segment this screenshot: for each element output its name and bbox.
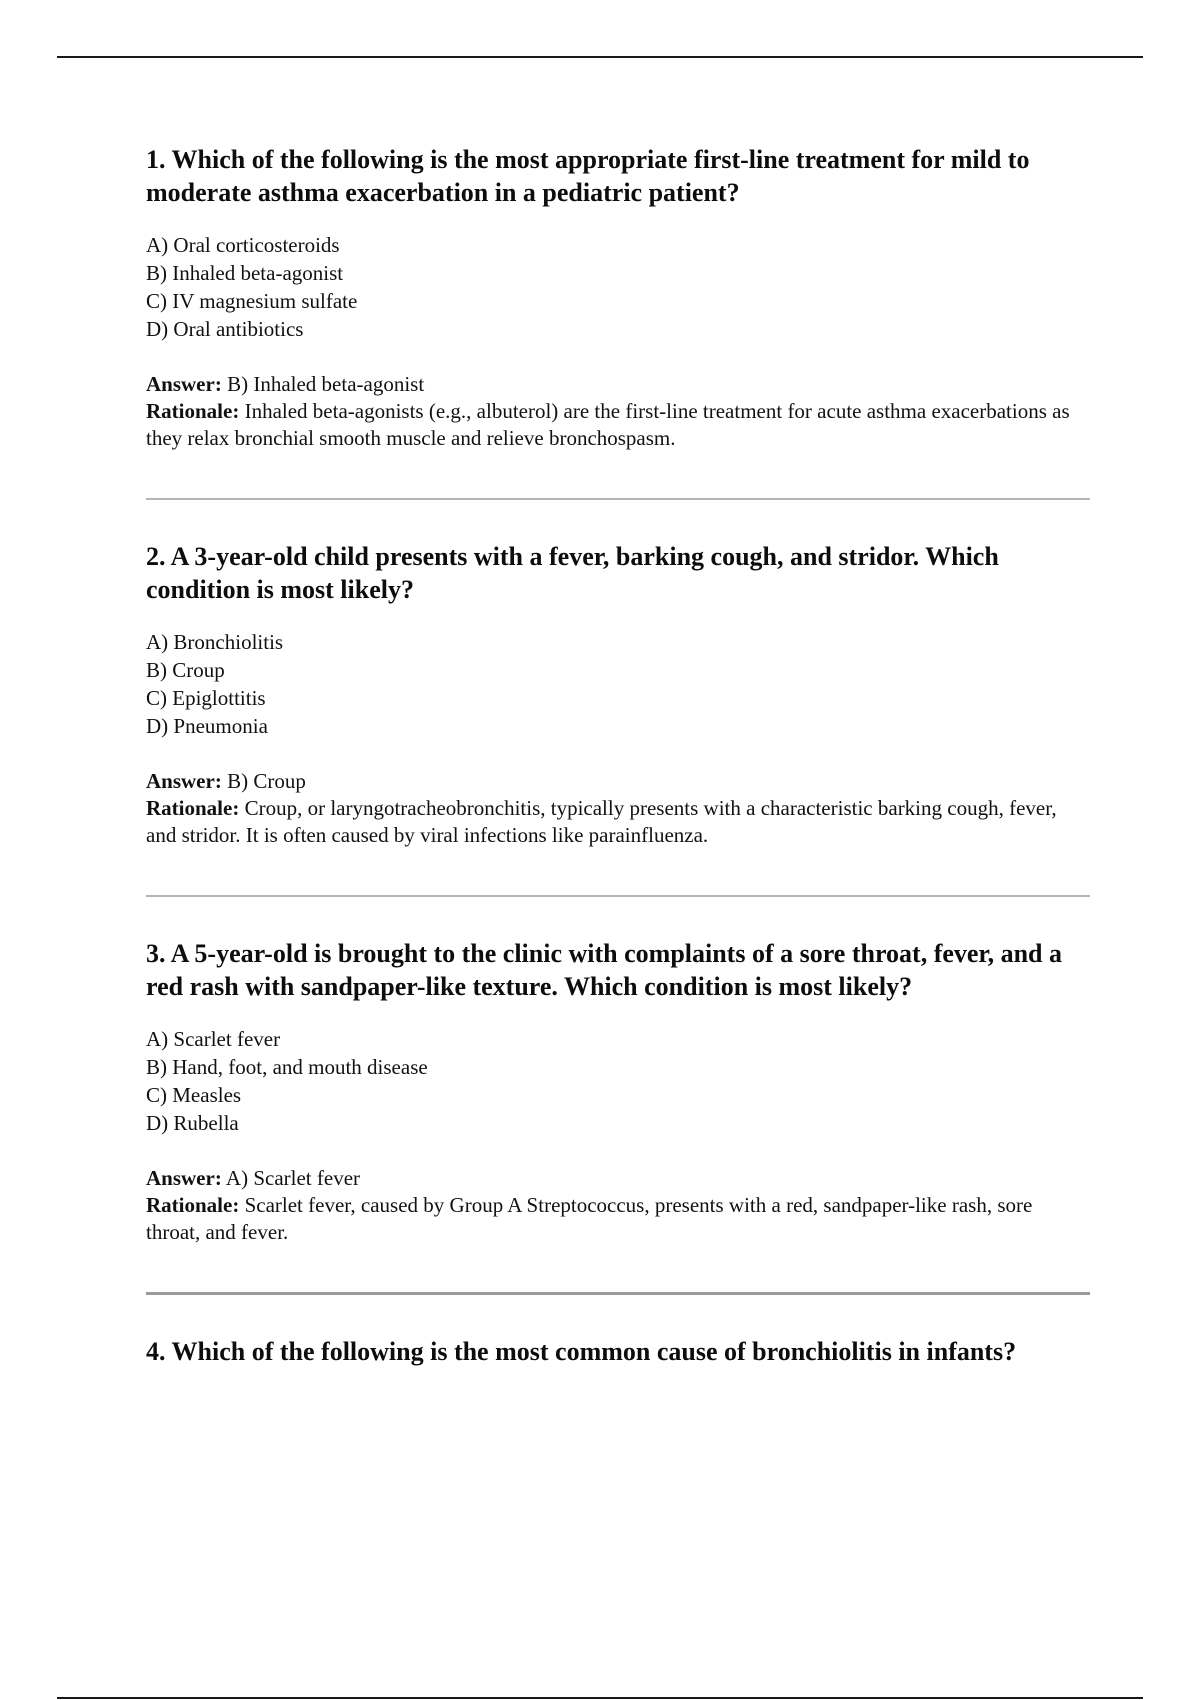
option-a: A) Bronchiolitis [146,630,284,654]
question-4 [146,1335,1090,1368]
answer-value: B) Croup [227,769,306,793]
section-divider [146,1292,1090,1295]
rationale-text: Croup, or laryngotracheobronchitis, typically presents with a characteristic barking cough, fever, and stridor. It is often caused by viral infections like parainfluenza. [146,796,1057,847]
question-3 [146,937,1090,1246]
rationale-text: Inhaled beta-agonists (e.g., albuterol) are the first-line treatment for acute asthma exacerbations as they relax bronchial smooth muscle and relieve bronchospasm. [146,399,1070,450]
document-body [146,143,1090,1390]
question-title: 2. A 3-year-old child presents with a fever, barking cough, and stridor. Which condition is most likely? [146,542,999,604]
answer-options [146,1025,1090,1137]
option-d: D) Rubella [146,1111,239,1135]
question-1 [146,143,1090,452]
option-b: B) Croup [146,658,225,682]
question-title: 4. Which of the following is the most common cause of bronchiolitis in infants? [146,1337,1017,1366]
page-bottom-rule [57,1697,1143,1699]
option-a: A) Scarlet fever [146,1027,281,1051]
page-top-rule [57,56,1143,58]
rationale-line [146,795,1090,849]
option-b: B) Inhaled beta-agonist [146,261,344,285]
section-divider [146,895,1090,897]
rationale-label: Rationale: [146,1193,240,1217]
answer-value: A) Scarlet fever [225,1166,361,1190]
option-c: C) Epiglottitis [146,686,266,710]
answer-label: Answer: [146,1166,222,1190]
answer-block [146,768,1090,849]
option-c: C) Measles [146,1083,242,1107]
rationale-label: Rationale: [146,796,240,820]
section-divider [146,498,1090,500]
option-d: D) Pneumonia [146,714,268,738]
rationale-line [146,1192,1090,1246]
answer-line [146,371,1090,398]
answer-options [146,231,1090,343]
answer-label: Answer: [146,372,222,396]
option-d: D) Oral antibiotics [146,317,304,341]
option-b: B) Hand, foot, and mouth disease [146,1055,428,1079]
option-a: A) Oral corticosteroids [146,233,340,257]
answer-options [146,628,1090,740]
answer-block [146,1165,1090,1246]
rationale-line [146,398,1090,452]
option-c: C) IV magnesium sulfate [146,289,358,313]
answer-label: Answer: [146,769,222,793]
rationale-label: Rationale: [146,399,240,423]
question-2 [146,540,1090,849]
rationale-text: Scarlet fever, caused by Group A Streptococcus, presents with a red, sandpaper-like rash, sore throat, and fever. [146,1193,1033,1244]
answer-block [146,371,1090,452]
question-title: 3. A 5-year-old is brought to the clinic with complaints of a sore throat, fever, and a red rash with sandpaper-like texture. Which condition is most likely? [146,939,1063,1001]
answer-line [146,1165,1090,1192]
answer-value: B) Inhaled beta-agonist [227,372,425,396]
question-title: 1. Which of the following is the most appropriate first-line treatment for mild to moderate asthma exacerbation in a pediatric patient? [146,145,1030,207]
answer-line [146,768,1090,795]
